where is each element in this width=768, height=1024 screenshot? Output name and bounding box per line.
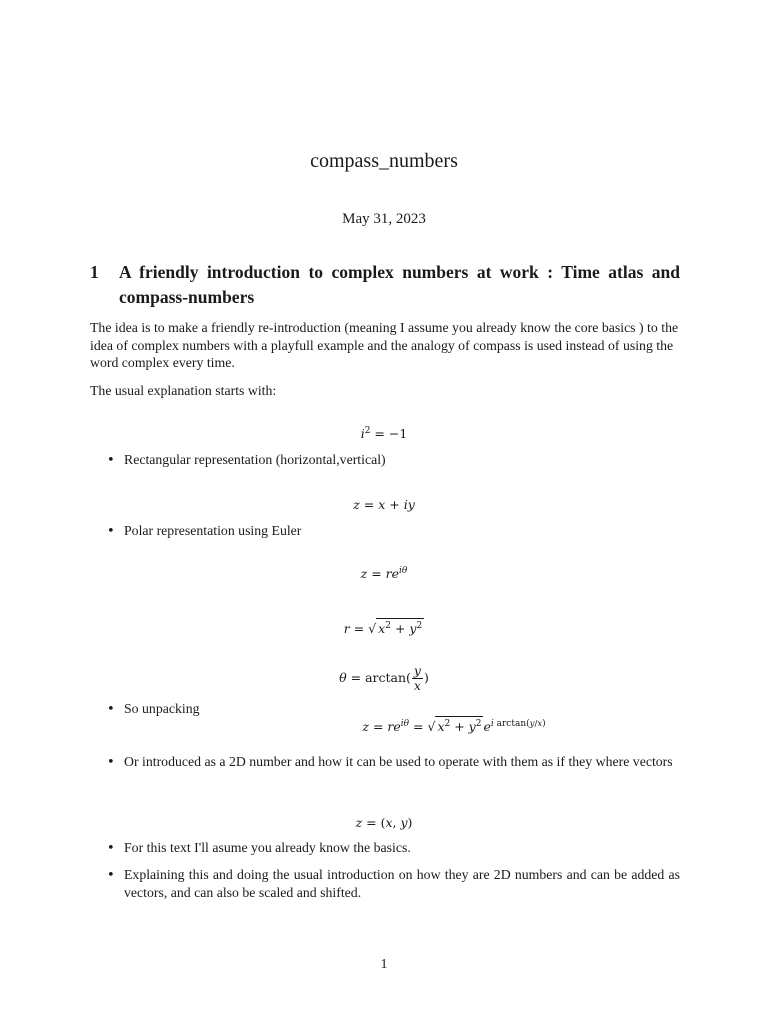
bullet-marker: •: [107, 755, 115, 770]
bullet-assume: For this text I'll asume you already know the basics.: [124, 840, 411, 855]
equation-i-squared: $i^2 = -1$: [360, 426, 408, 442]
bullet-polar: Polar representation using Euler: [124, 523, 302, 538]
section-heading: [90, 260, 680, 310]
bullet-unpack: So unpacking: [124, 701, 200, 716]
section-number: 1: [90, 262, 99, 282]
intro-paragraph: The idea is to make a friendly re-introduction (meaning I assume you already know the core basics ) to the idea of complex numbers with a playfull example and the analogy of compass is used instead of using the word complex every time.: [90, 320, 679, 370]
equation-theta: θ = arctan( $\frac{y}{x}$ ): [339, 663, 429, 693]
bullet-explain: Explaining this and doing the usual introduction on how they are 2D numbers and can be added as vectors, and can also be scaled and shifted.: [124, 867, 680, 900]
bullet-vectors: Or introduced as a 2D number and how it can be used to operate with them as if they where vectors: [124, 754, 673, 769]
section-title: A friendly introduction to complex numbers at work : Time atlas and compass-numbers: [119, 262, 680, 307]
usual-paragraph: The usual explanation starts with:: [90, 383, 277, 398]
bullet-marker: •: [107, 453, 115, 468]
bullet-marker: •: [107, 524, 115, 539]
bullet-rect: Rectangular representation (horizontal,vertical): [124, 452, 386, 467]
equation-rectangular: z = x + iy: [353, 497, 415, 512]
bullet-marker: •: [107, 841, 115, 856]
equation-polar: $z = re^{i\theta}$: [360, 566, 408, 582]
document-title: compass_numbers: [310, 150, 458, 172]
document-date: May 31, 2023: [342, 211, 426, 227]
bullet-marker: •: [107, 702, 115, 717]
bullet-marker: •: [107, 868, 115, 883]
equation-pair: z = (x, y): [355, 815, 413, 830]
equation-radius: r = √ $x^2 + y^2$: [0, 618, 768, 636]
page-number: 1: [380, 957, 388, 972]
equation-unpack: $z = re^{i\theta}$ = √ $x^2 + y^2$ $e^{i arctan(y/x)}$: [140, 716, 768, 734]
